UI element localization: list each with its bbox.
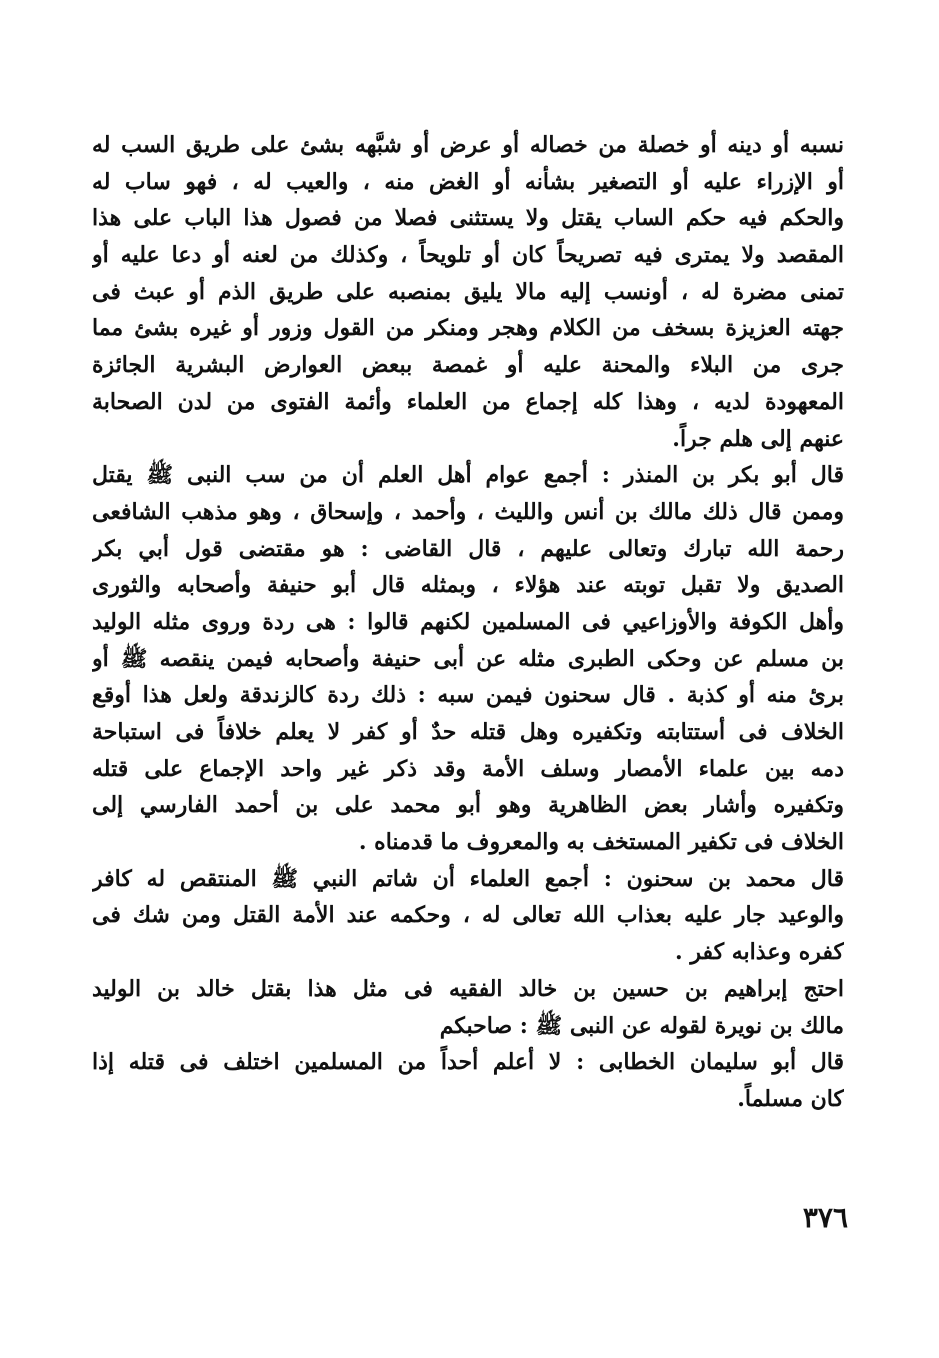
- text-line: وأهل الكوفة والأوزاعيي فى المسلمين لكنهم قالوا : هى ردة وروى مثله الوليد: [92, 608, 844, 635]
- text-line: رحمة الله تبارك وتعالى عليهم ، قال القاضى : هو مقتضى قول أبي بكر: [92, 535, 844, 562]
- text-line: وممن قال ذلك مالك بن أنس والليث ، وأحمد ، وإسحاق ، وهو مذهب الشافعى: [92, 498, 844, 525]
- text-line: مالك بن نويرة لقوله عن النبى ﷺ : صاحبكم: [439, 1012, 844, 1039]
- paragraph-5: [92, 1044, 844, 1117]
- text-line: بن مسلم عن وحكى الطبرى مثله عن أبى حنيفة وأصحابه فيمن ينقصه ﷺ أو: [92, 645, 844, 672]
- body-text: [92, 127, 844, 1118]
- paragraph-3: [92, 861, 844, 971]
- text-line: الخلاف فى أستتابته وتكفيره وهل قتله حدٌ أو كفر لا يعلم خلافاً فى استباحة: [92, 719, 844, 745]
- text-line: عنهم إلى هلم جراً.: [672, 425, 844, 452]
- text-line: وتكفيره وأشار بعض الظاهرية وهو أبو محمد على بن أحمد الفارسي إلى: [92, 792, 844, 819]
- text-line: والحكم فيه حكم الساب يقتل ولا يستثنى فصلا من فصول هذا الباب على هذا: [92, 205, 844, 232]
- text-line: احتج إبراهيم بن حسين بن خالد الفقيه فى مثل هذا بقتل خالد بن الوليد: [92, 975, 844, 1002]
- text-line: أو الإزراء عليه أو التصغير بشأنه أو الغض منه ، والعيب له ، فهو ساب له: [92, 168, 844, 195]
- text-line: المعهودة لديه ، وهذا كله إجماع من العلماء وأئمة الفتوى من لدن الصحابة: [92, 388, 844, 415]
- text-line: برئ منه أو كذبة . قال سحنون فيمن سبه : ذلك ردة كالزندقة ولعل هذا أوقع: [92, 682, 844, 709]
- text-line: كفره وعذابه كفر .: [675, 939, 844, 966]
- page-number: ٣٧٦: [802, 1201, 848, 1234]
- paragraph-4: [92, 971, 844, 1044]
- paragraph-2: [92, 457, 844, 861]
- text-line: نسبه أو دينه أو خصلة من خصاله أو عرض أو شبَّهه بشئ على طريق السب له: [92, 132, 844, 158]
- text-line: المقصد ولا يمترى فيه تصريحاً كان أو تلويحاً ، وكذلك من لعنه أو دعا عليه أو: [92, 242, 844, 269]
- text-line: الصديق ولا تقبل توبته عند هؤلاء ، وبمثله قال أبو حنيفة وأصحابه والثورى: [92, 572, 844, 599]
- text-line: جرى من البلاء والمحنة عليه أو غمصة ببعض العوارض البشرية الجائزة: [92, 352, 844, 379]
- text-line: جهته العزيزة بسخف من الكلام وهجر ومنكر من القول وزور أو غيره بشئ مما: [92, 315, 844, 342]
- text-line: قال أبو بكر بن المنذر : أجمع عوام أهل العلم أن من سب النبى ﷺ يقتل: [92, 462, 844, 489]
- text-line: كان مسلماً.: [737, 1085, 844, 1112]
- paragraph-1: [92, 127, 844, 457]
- text-line: والوعيد جار عليه بعذاب الله تعالى له ، وحكمه عند الأمة القتل ومن شك فى: [92, 902, 844, 929]
- text-line: الخلاف فى تكفير المستخف به والمعروف ما قدمناه .: [358, 829, 844, 856]
- text-line: قال محمد بن سحنون : أجمع العلماء أن شاتم النبي ﷺ المنتقص له كافر: [92, 865, 844, 892]
- text-line: قال أبو سليمان الخطابى : لا أعلم أحداً من المسلمين اختلف فى قتله إذا: [92, 1049, 844, 1076]
- text-line: دمه بين علماء الأمصار وسلف الأمة وقد ذكر غير واحد الإجماع على قتله: [92, 755, 844, 782]
- text-line: تمنى مضرة له ، أونسب إليه مالا يليق بمنصبه على طريق الذم أو عبث فى: [92, 278, 844, 305]
